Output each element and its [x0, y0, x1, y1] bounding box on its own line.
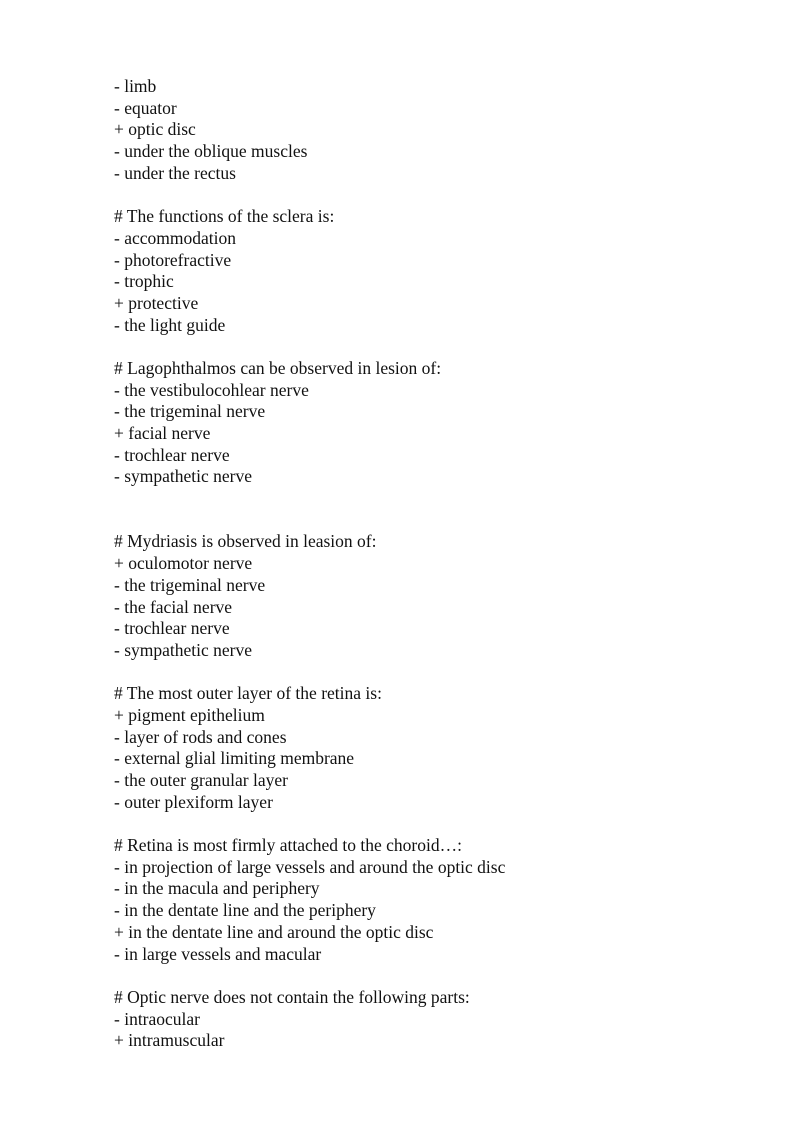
- block-spacer: [114, 662, 754, 684]
- answer-option-correct: + optic disc: [114, 119, 196, 140]
- answer-option: - sympathetic nerve: [114, 639, 253, 660]
- question-block-4: [114, 531, 754, 661]
- answer-option: - the facial nerve: [114, 596, 233, 617]
- answer-option: - accommodation: [114, 227, 236, 248]
- answer-option-correct: + intramuscular: [114, 1030, 225, 1051]
- answer-option: - sympathetic nerve: [114, 466, 253, 487]
- answer-option: - trochlear nerve: [114, 618, 230, 639]
- question-heading: # Lagophthalmos can be observed in lesion of:: [114, 357, 442, 378]
- question-heading: # Mydriasis is observed in leasion of:: [114, 531, 377, 552]
- answer-option: - the trigeminal nerve: [114, 401, 266, 422]
- answer-option: - under the rectus: [114, 162, 236, 183]
- question-heading: # Optic nerve does not contain the following parts:: [114, 986, 470, 1007]
- question-heading: # Retina is most firmly attached to the choroid…:: [114, 835, 462, 856]
- answer-option: - in the macula and periphery: [114, 878, 320, 899]
- answer-option-correct: + in the dentate line and around the optic disc: [114, 921, 434, 942]
- block-spacer: [114, 184, 754, 206]
- block-spacer: [114, 488, 754, 531]
- block-spacer: [114, 965, 754, 987]
- question-block-7: [114, 987, 754, 1052]
- question-block-5: [114, 683, 754, 813]
- answer-option: - trochlear nerve: [114, 444, 230, 465]
- question-block-3: [114, 358, 754, 488]
- answer-option: - the trigeminal nerve: [114, 574, 266, 595]
- answer-option: - in projection of large vessels and around the optic disc: [114, 856, 506, 877]
- answer-option: - the vestibulocohlear nerve: [114, 379, 309, 400]
- answer-option: - equator: [114, 97, 177, 118]
- answer-option-correct: + pigment epithelium: [114, 704, 265, 725]
- answer-option: - in the dentate line and the periphery: [114, 900, 376, 921]
- answer-option: - in large vessels and macular: [114, 943, 322, 964]
- question-heading: # The functions of the sclera is:: [114, 206, 335, 227]
- question-block-1: [114, 76, 754, 184]
- answer-option-correct: + protective: [114, 292, 199, 313]
- answer-option: - the light guide: [114, 314, 226, 335]
- answer-option-correct: + oculomotor nerve: [114, 553, 253, 574]
- question-block-2: [114, 206, 754, 336]
- answer-option: - limb: [114, 76, 157, 96]
- answer-option: - photorefractive: [114, 249, 232, 270]
- answer-option: - under the oblique muscles: [114, 141, 308, 162]
- answer-option: - layer of rods and cones: [114, 726, 287, 747]
- document-page: [114, 76, 754, 1052]
- question-block-6: [114, 835, 754, 965]
- answer-option: - outer plexiform layer: [114, 791, 273, 812]
- answer-option: - intraocular: [114, 1008, 200, 1029]
- answer-option-correct: + facial nerve: [114, 423, 211, 443]
- answer-option: - external glial limiting membrane: [114, 748, 355, 769]
- question-heading: # The most outer layer of the retina is:: [114, 683, 382, 704]
- block-spacer: [114, 813, 754, 835]
- answer-option: - the outer granular layer: [114, 770, 288, 791]
- answer-option: - trophic: [114, 271, 174, 292]
- block-spacer: [114, 336, 754, 358]
